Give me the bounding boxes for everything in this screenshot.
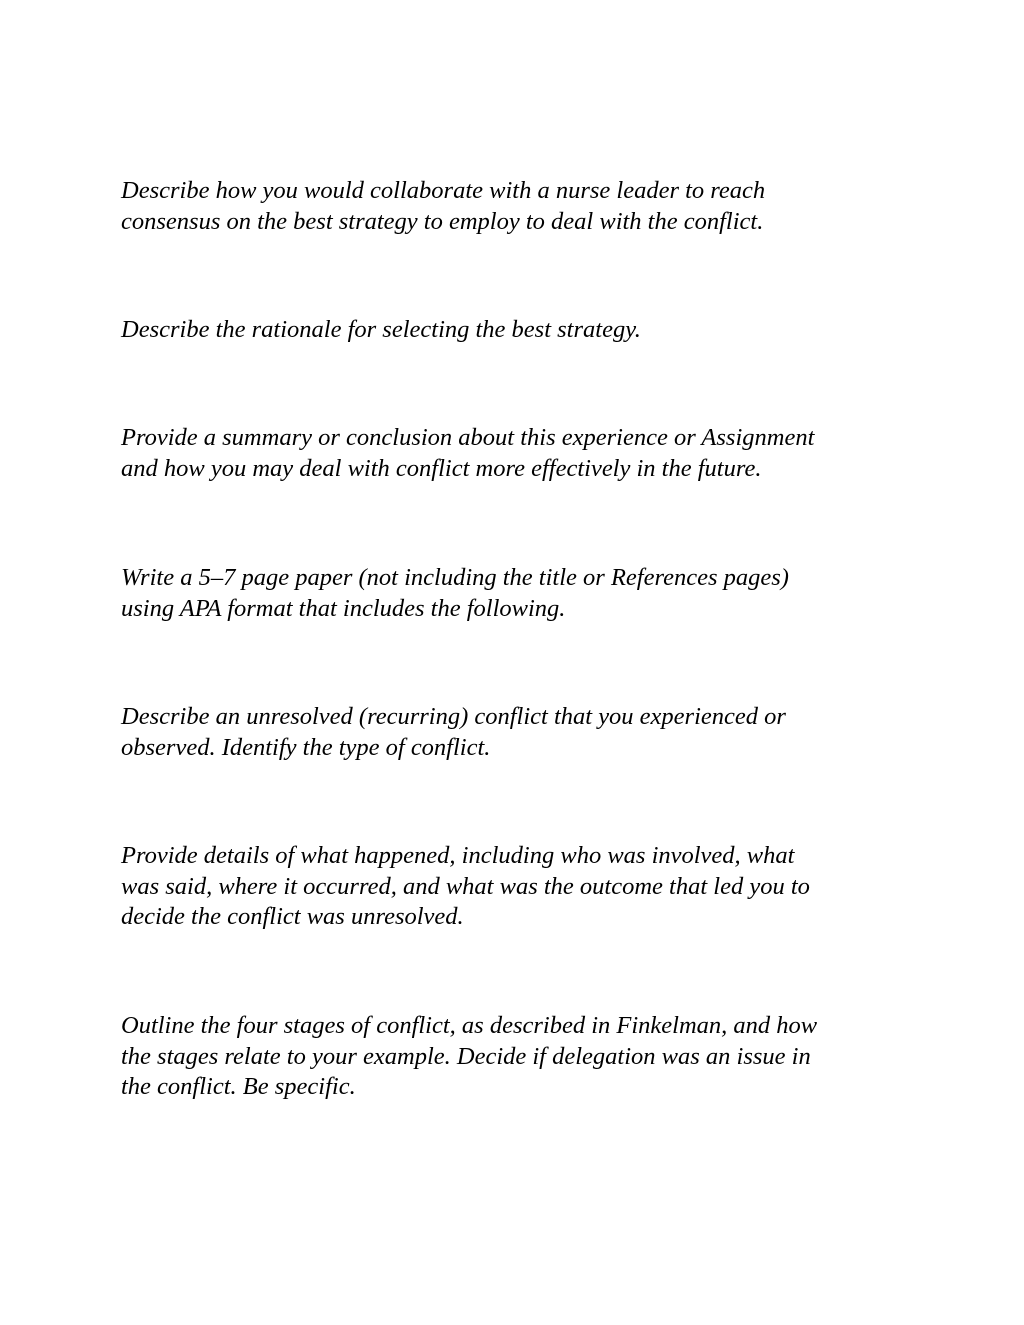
paragraph-collaborate	[121, 176, 901, 237]
paragraph-line: Write a 5–7 page paper (not including the title or References pages)	[121, 564, 789, 591]
paragraph-line: Describe the rationale for selecting the best strategy.	[121, 316, 641, 343]
paragraph-line: decide the conflict was unresolved.	[121, 903, 464, 930]
paragraph-line: Outline the four stages of conflict, as described in Finkelman, and how	[121, 1012, 818, 1039]
paragraph-line: was said, where it occurred, and what was the outcome that led you to	[121, 872, 810, 900]
paragraph-line: using APA format that includes the following.	[121, 594, 566, 622]
paragraph-four-stages	[121, 1011, 901, 1103]
paragraph-summary	[121, 423, 901, 484]
paragraph-line: observed. Identify the type of conflict.	[121, 733, 491, 761]
paragraph-unresolved-conflict	[121, 702, 901, 763]
paragraph-line: Describe how you would collaborate with a nurse leader to reach	[121, 177, 766, 204]
paragraph-line: the conflict. Be specific.	[121, 1073, 356, 1100]
paragraph-rationale	[121, 315, 901, 346]
paragraph-line: Describe an unresolved (recurring) conflict that you experienced or	[121, 703, 786, 730]
paragraph-line: consensus on the best strategy to employ to deal with the conflict.	[121, 207, 764, 235]
paragraph-details	[121, 841, 901, 933]
paragraph-line: the stages relate to your example. Decide if delegation was an issue in	[121, 1042, 811, 1070]
paragraph-line: and how you may deal with conflict more effectively in the future.	[121, 454, 762, 482]
paragraph-line: Provide details of what happened, including who was involved, what	[121, 842, 795, 869]
paragraph-line: Provide a summary or conclusion about this experience or Assignment	[121, 424, 815, 451]
paragraph-write-paper	[121, 563, 901, 624]
